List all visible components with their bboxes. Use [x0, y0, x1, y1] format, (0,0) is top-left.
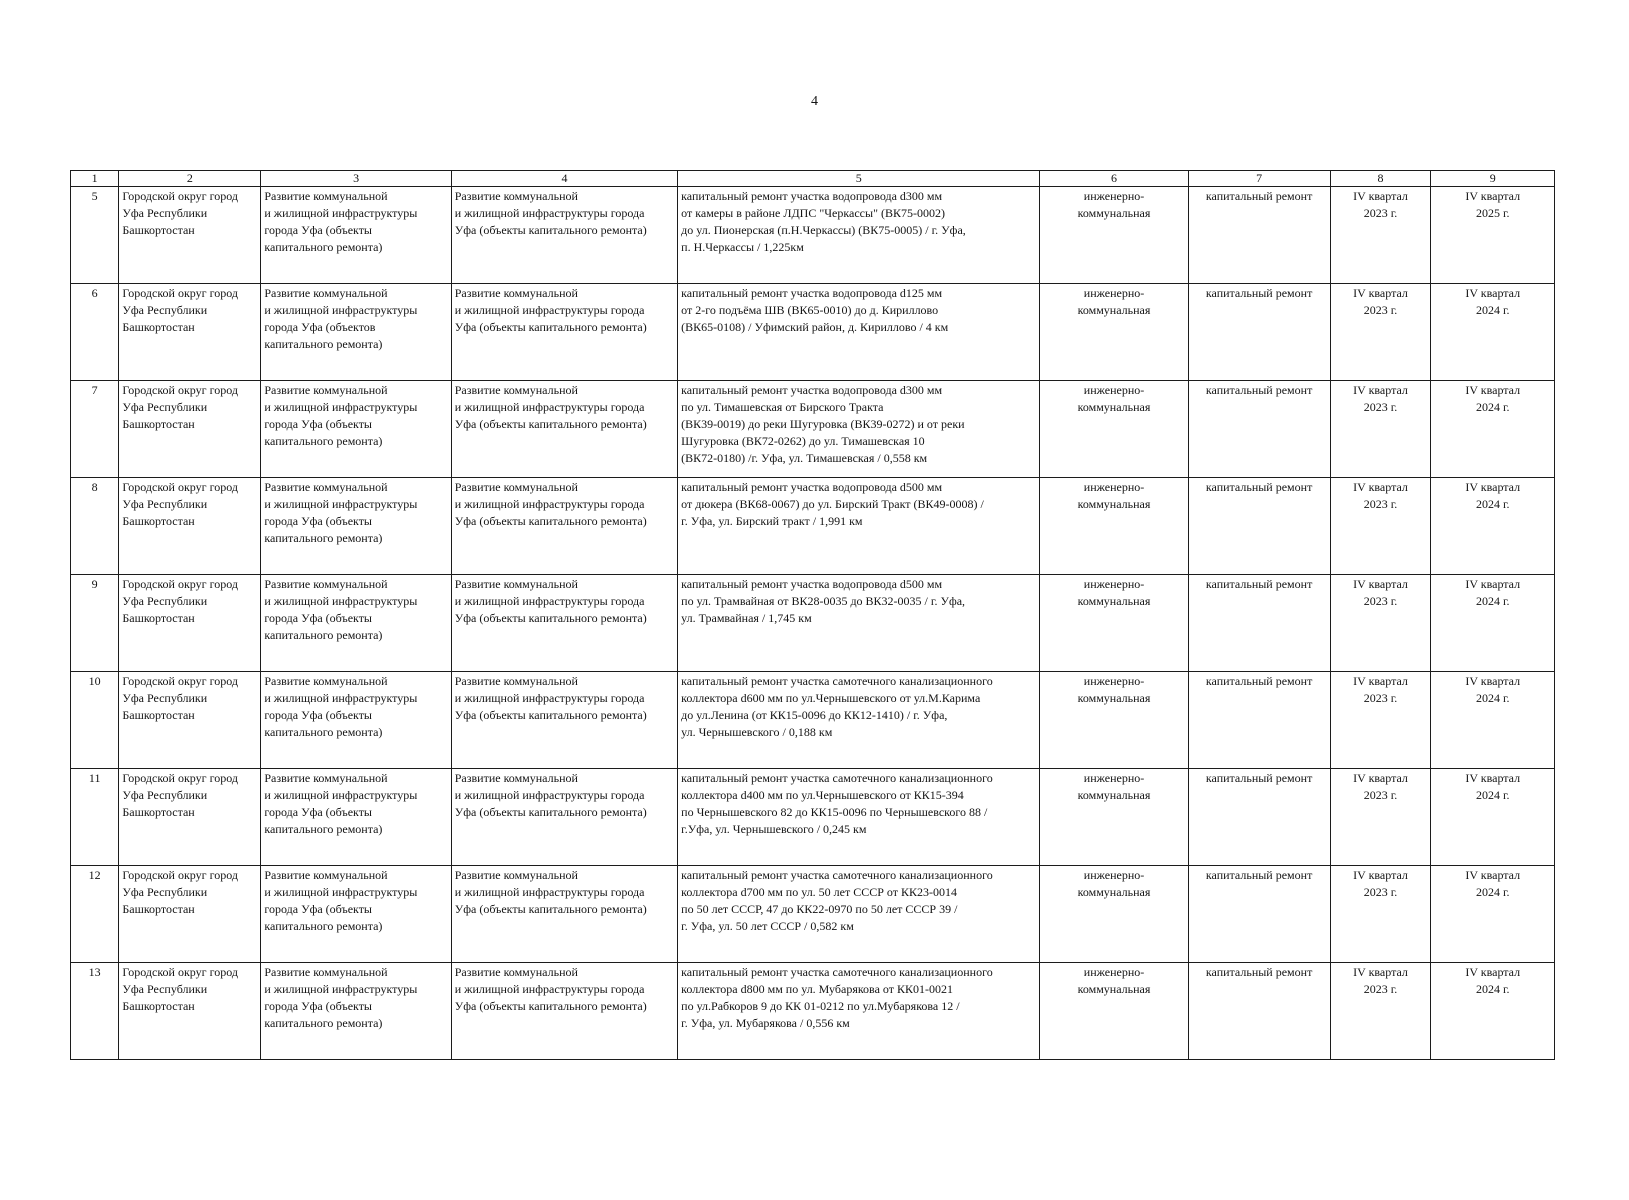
row-number-cell [71, 381, 119, 478]
municipality-cell-text: Городской округ город Уфа Республики Башкортостан [122, 480, 238, 528]
end-date-cell [1431, 478, 1555, 575]
object-description-cell [678, 187, 1040, 284]
subprogram-cell-text: Развитие коммунальной и жилищной инфраструктуры города Уфа (объекты капитального ремонта) [454, 965, 647, 1013]
start-date-cell [1330, 866, 1431, 963]
work-type-cell-text: капитальный ремонт [1205, 189, 1313, 203]
end-date-cell-text: IV квартал 2024 г. [1465, 383, 1521, 414]
program-cell [261, 672, 451, 769]
object-description-cell [678, 963, 1040, 1060]
municipality-cell [119, 963, 261, 1060]
infrastructure-type-cell [1040, 284, 1188, 381]
start-date-cell-text: IV квартал 2023 г. [1353, 189, 1408, 220]
municipality-cell-text: Городской округ город Уфа Республики Башкортостан [122, 189, 238, 237]
object-description-cell [678, 672, 1040, 769]
work-type-cell [1188, 478, 1330, 575]
row-number-cell [71, 769, 119, 866]
table-row [71, 575, 1555, 672]
object-description-cell [678, 478, 1040, 575]
work-type-cell [1188, 575, 1330, 672]
program-cell-text: Развитие коммунальной и жилищной инфраструктуры города Уфа (объекты капитального ремонта) [264, 577, 418, 642]
work-type-cell-text: капитальный ремонт [1205, 771, 1313, 785]
infrastructure-type-cell [1040, 963, 1188, 1060]
start-date-cell-text: IV квартал 2023 г. [1353, 965, 1408, 996]
subprogram-cell [451, 284, 677, 381]
subprogram-cell [451, 672, 677, 769]
program-cell-text: Развитие коммунальной и жилищной инфраструктуры города Уфа (объектов капитального ремонта) [264, 286, 418, 351]
end-date-cell [1431, 672, 1555, 769]
municipality-cell [119, 769, 261, 866]
end-date-cell [1431, 187, 1555, 284]
start-date-cell-text: IV квартал 2023 г. [1353, 868, 1408, 899]
table-row [71, 381, 1555, 478]
subprogram-cell-text: Развитие коммунальной и жилищной инфраструктуры города Уфа (объекты капитального ремонта) [454, 383, 647, 431]
municipality-cell-text: Городской округ город Уфа Республики Башкортостан [122, 868, 238, 916]
municipality-cell [119, 672, 261, 769]
subprogram-cell [451, 963, 677, 1060]
municipality-cell [119, 381, 261, 478]
municipality-cell [119, 284, 261, 381]
infrastructure-type-cell-text: инженерно- коммунальная [1077, 868, 1151, 899]
infrastructure-type-cell [1040, 769, 1188, 866]
start-date-cell [1330, 575, 1431, 672]
header-cell-4: 4 [451, 171, 677, 187]
table-header-row [71, 171, 1555, 187]
work-type-cell [1188, 866, 1330, 963]
subprogram-cell [451, 381, 677, 478]
end-date-cell [1431, 575, 1555, 672]
object-description-cell [678, 866, 1040, 963]
object-description-cell [678, 381, 1040, 478]
municipality-cell-text: Городской округ город Уфа Республики Башкортостан [122, 286, 238, 334]
infrastructure-type-cell-text: инженерно- коммунальная [1077, 771, 1151, 802]
program-cell [261, 575, 451, 672]
subprogram-cell-text: Развитие коммунальной и жилищной инфраструктуры города Уфа (объекты капитального ремонта) [454, 674, 647, 722]
infrastructure-type-cell [1040, 381, 1188, 478]
program-cell-text: Развитие коммунальной и жилищной инфраструктуры города Уфа (объекты капитального ремонта) [264, 771, 418, 836]
start-date-cell [1330, 478, 1431, 575]
object-description-cell-text: капитальный ремонт участка самотечного канализационного коллектора d600 мм по ул.Чернышевского от ул.М.Карима до ул.Ленина (от КК15-0096 до КК12-1410) / г. Уфа, ул. Чернышевского / 0,188 км [681, 674, 993, 739]
end-date-cell-text: IV квартал 2025 г. [1465, 189, 1521, 220]
end-date-cell [1431, 866, 1555, 963]
work-type-cell-text: капитальный ремонт [1205, 965, 1313, 979]
subprogram-cell [451, 769, 677, 866]
row-number-cell [71, 187, 119, 284]
object-description-cell-text: капитальный ремонт участка самотечного канализационного коллектора d700 мм по ул. 50 лет СССР от КК23-0014 по 50 лет СССР, 47 до КК22-0970 по 50 лет СССР 39 / г. Уфа, ул. 50 лет СССР / 0,582 км [681, 868, 993, 933]
infrastructure-type-cell-text: инженерно- коммунальная [1077, 480, 1151, 511]
start-date-cell [1330, 284, 1431, 381]
work-type-cell-text: капитальный ремонт [1205, 480, 1313, 494]
work-type-cell [1188, 672, 1330, 769]
municipality-cell [119, 575, 261, 672]
table-row [71, 478, 1555, 575]
program-cell [261, 478, 451, 575]
start-date-cell [1330, 381, 1431, 478]
row-number-cell [71, 672, 119, 769]
work-type-cell-text: капитальный ремонт [1205, 383, 1313, 397]
end-date-cell [1431, 963, 1555, 1060]
start-date-cell-text: IV квартал 2023 г. [1353, 674, 1408, 705]
end-date-cell-text: IV квартал 2024 г. [1465, 965, 1521, 996]
start-date-cell [1330, 963, 1431, 1060]
header-cell-5: 5 [678, 171, 1040, 187]
object-description-cell-text: капитальный ремонт участка самотечного канализационного коллектора d400 мм по ул.Чернышевского от КК15-394 по Чернышевского 82 до КК15-0096 по Чернышевского 88 / г.Уфа, ул. Чернышевского / 0,245 км [681, 771, 993, 836]
program-cell [261, 187, 451, 284]
end-date-cell-text: IV квартал 2024 г. [1465, 577, 1521, 608]
start-date-cell-text: IV квартал 2023 г. [1353, 577, 1408, 608]
municipality-cell-text: Городской округ город Уфа Республики Башкортостан [122, 771, 238, 819]
program-cell [261, 284, 451, 381]
subprogram-cell-text: Развитие коммунальной и жилищной инфраструктуры города Уфа (объекты капитального ремонта) [454, 286, 647, 334]
header-cell-1: 1 [71, 171, 119, 187]
row-number-cell [71, 478, 119, 575]
infrastructure-type-cell [1040, 187, 1188, 284]
table-row [71, 187, 1555, 284]
start-date-cell [1330, 187, 1431, 284]
table-row [71, 866, 1555, 963]
program-cell [261, 866, 451, 963]
header-cell-3: 3 [261, 171, 451, 187]
table-row [71, 963, 1555, 1060]
work-type-cell-text: капитальный ремонт [1205, 577, 1313, 591]
object-description-cell-text: капитальный ремонт участка самотечного канализационного коллектора d800 мм по ул. Мубарякова от КК01-0021 по ул.Рабкоров 9 до КК 01-0212 по ул.Мубарякова 12 / г. Уфа, ул. Мубарякова / 0,556 км [681, 965, 993, 1030]
row-number-cell-text: 9 [91, 577, 98, 591]
program-cell [261, 769, 451, 866]
object-description-cell-text: капитальный ремонт участка водопровода d300 мм от камеры в районе ЛДПС "Черкассы" (ВК75-0002) до ул. Пионерская (п.Н.Черкассы) (ВК75-0005) / г. Уфа, п. Н.Черкассы / 1,225км [681, 189, 966, 254]
program-cell [261, 963, 451, 1060]
work-type-cell-text: капитальный ремонт [1205, 868, 1313, 882]
row-number-cell-text: 13 [88, 965, 101, 979]
infrastructure-type-cell [1040, 866, 1188, 963]
end-date-cell-text: IV квартал 2024 г. [1465, 771, 1521, 802]
work-type-cell-text: капитальный ремонт [1205, 674, 1313, 688]
work-type-cell-text: капитальный ремонт [1205, 286, 1313, 300]
program-cell-text: Развитие коммунальной и жилищной инфраструктуры города Уфа (объекты капитального ремонта) [264, 674, 418, 739]
header-cell-2: 2 [119, 171, 261, 187]
program-cell-text: Развитие коммунальной и жилищной инфраструктуры города Уфа (объекты капитального ремонта) [264, 965, 418, 1030]
header-cell-6: 6 [1040, 171, 1188, 187]
table-row [71, 769, 1555, 866]
work-type-cell [1188, 963, 1330, 1060]
program-cell-text: Развитие коммунальной и жилищной инфраструктуры города Уфа (объекты капитального ремонта) [264, 868, 418, 933]
end-date-cell-text: IV квартал 2024 г. [1465, 480, 1521, 511]
header-cell-9: 9 [1431, 171, 1555, 187]
subprogram-cell [451, 187, 677, 284]
subprogram-cell [451, 866, 677, 963]
infrastructure-type-cell [1040, 672, 1188, 769]
municipality-cell [119, 478, 261, 575]
row-number-cell [71, 866, 119, 963]
work-type-cell [1188, 381, 1330, 478]
municipality-cell-text: Городской округ город Уфа Республики Башкортостан [122, 965, 238, 1013]
row-number-cell-text: 6 [91, 286, 98, 300]
municipality-cell [119, 187, 261, 284]
row-number-cell [71, 575, 119, 672]
page-number: 4 [811, 94, 818, 109]
start-date-cell-text: IV квартал 2023 г. [1353, 383, 1408, 414]
subprogram-cell [451, 575, 677, 672]
object-description-cell [678, 284, 1040, 381]
row-number-cell-text: 12 [88, 868, 101, 882]
row-number-cell-text: 11 [88, 771, 101, 785]
row-number-cell-text: 7 [91, 383, 98, 397]
municipality-cell-text: Городской округ город Уфа Республики Башкортостан [122, 674, 238, 722]
municipality-cell-text: Городской округ город Уфа Республики Башкортостан [122, 577, 238, 625]
infrastructure-type-cell-text: инженерно- коммунальная [1077, 674, 1151, 705]
object-description-cell-text: капитальный ремонт участка водопровода d125 мм от 2-го подъёма ШВ (ВК65-0010) до д. Кириллово (ВК65-0108) / Уфимский район, д. Кириллово / 4 км [681, 286, 949, 334]
end-date-cell-text: IV квартал 2024 г. [1465, 286, 1521, 317]
subprogram-cell-text: Развитие коммунальной и жилищной инфраструктуры города Уфа (объекты капитального ремонта) [454, 868, 647, 916]
infrastructure-type-cell-text: инженерно- коммунальная [1077, 189, 1151, 220]
program-cell [261, 381, 451, 478]
infrastructure-type-cell [1040, 575, 1188, 672]
table-body [71, 171, 1555, 1060]
start-date-cell-text: IV квартал 2023 г. [1353, 771, 1408, 802]
end-date-cell [1431, 284, 1555, 381]
subprogram-cell-text: Развитие коммунальной и жилищной инфраструктуры города Уфа (объекты капитального ремонта) [454, 577, 647, 625]
subprogram-cell-text: Развитие коммунальной и жилищной инфраструктуры города Уфа (объекты капитального ремонта) [454, 771, 647, 819]
end-date-cell-text: IV квартал 2024 г. [1465, 674, 1521, 705]
infrastructure-type-cell [1040, 478, 1188, 575]
header-cell-7: 7 [1188, 171, 1330, 187]
start-date-cell [1330, 672, 1431, 769]
subprogram-cell-text: Развитие коммунальной и жилищной инфраструктуры города Уфа (объекты капитального ремонта) [454, 189, 647, 237]
work-type-cell [1188, 187, 1330, 284]
start-date-cell-text: IV квартал 2023 г. [1353, 286, 1408, 317]
object-description-cell-text: капитальный ремонт участка водопровода d300 мм по ул. Тимашевская от Бирского Тракта (ВК39-0019) до реки Шугуровка (ВК39-0272) и от реки Шугуровка (ВК72-0262) до ул. Тимашевская 10 (ВК72-0180) /г. Уфа, ул. Тимашевская / 0,558 км [681, 383, 965, 465]
row-number-cell [71, 963, 119, 1060]
table-row [71, 284, 1555, 381]
program-cell-text: Развитие коммунальной и жилищной инфраструктуры города Уфа (объекты капитального ремонта) [264, 383, 418, 448]
object-description-cell [678, 575, 1040, 672]
end-date-cell [1431, 769, 1555, 866]
subprogram-cell [451, 478, 677, 575]
municipality-cell [119, 866, 261, 963]
object-description-cell-text: капитальный ремонт участка водопровода d500 мм по ул. Трамвайная от ВК28-0035 до ВК32-0035 / г. Уфа, ул. Трамвайная / 1,745 км [681, 577, 966, 625]
header-cell-8: 8 [1330, 171, 1431, 187]
table-row [71, 672, 1555, 769]
infrastructure-type-cell-text: инженерно- коммунальная [1077, 577, 1151, 608]
infrastructure-type-cell-text: инженерно- коммунальная [1077, 286, 1151, 317]
row-number-cell-text: 5 [91, 189, 98, 203]
work-type-cell [1188, 769, 1330, 866]
start-date-cell [1330, 769, 1431, 866]
row-number-cell-text: 10 [88, 674, 101, 688]
subprogram-cell-text: Развитие коммунальной и жилищной инфраструктуры города Уфа (объекты капитального ремонта) [454, 480, 647, 528]
start-date-cell-text: IV квартал 2023 г. [1353, 480, 1408, 511]
end-date-cell [1431, 381, 1555, 478]
end-date-cell-text: IV квартал 2024 г. [1465, 868, 1521, 899]
municipality-cell-text: Городской округ город Уфа Республики Башкортостан [122, 383, 238, 431]
program-cell-text: Развитие коммунальной и жилищной инфраструктуры города Уфа (объекты капитального ремонта) [264, 480, 418, 545]
row-number-cell-text: 8 [91, 480, 98, 494]
object-description-cell [678, 769, 1040, 866]
object-description-cell-text: капитальный ремонт участка водопровода d500 мм от дюкера (ВК68-0067) до ул. Бирский Тракт (ВК49-0008) / г. Уфа, ул. Бирский тракт / 1,991 км [681, 480, 984, 528]
row-number-cell [71, 284, 119, 381]
infrastructure-type-cell-text: инженерно- коммунальная [1077, 383, 1151, 414]
projects-table [70, 170, 1555, 1060]
work-type-cell [1188, 284, 1330, 381]
infrastructure-type-cell-text: инженерно- коммунальная [1077, 965, 1151, 996]
program-cell-text: Развитие коммунальной и жилищной инфраструктуры города Уфа (объекты капитального ремонта) [264, 189, 418, 254]
